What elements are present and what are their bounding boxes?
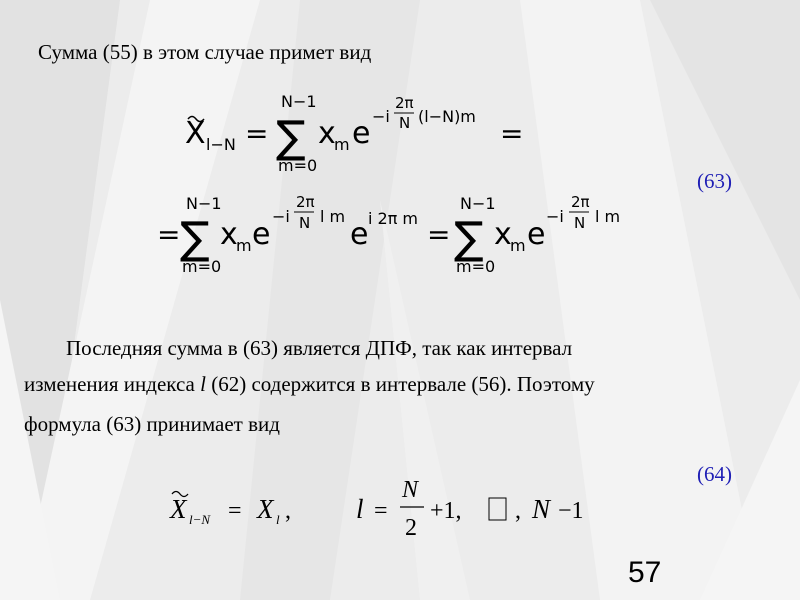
- svg-text:l m: l m: [320, 207, 346, 226]
- svg-text:∑: ∑: [454, 213, 484, 264]
- svg-text:−i: −i: [372, 107, 390, 126]
- svg-text:=: =: [500, 117, 524, 150]
- svg-text:m=0: m=0: [456, 257, 496, 276]
- svg-text:2π: 2π: [395, 94, 414, 112]
- svg-text:x: x: [494, 217, 512, 252]
- svg-text:l: l: [356, 494, 364, 524]
- paragraph-line-2-start: изменения индекса: [24, 372, 201, 396]
- svg-text:l: l: [276, 512, 280, 527]
- intro-line: Сумма (55) в этом случае примет вид: [38, 40, 372, 64]
- svg-text:=: =: [228, 498, 242, 524]
- index-variable: l: [200, 372, 206, 396]
- paragraph-line-3: формула (63) принимает вид: [24, 412, 280, 436]
- svg-text:=: =: [427, 218, 451, 251]
- svg-text:e: e: [252, 217, 271, 252]
- svg-text:X: X: [170, 494, 187, 524]
- svg-text:i 2π m: i 2π m: [368, 209, 419, 228]
- svg-text:e: e: [352, 116, 371, 151]
- svg-text:l m: l m: [595, 207, 621, 226]
- svg-text:m=0: m=0: [182, 257, 222, 276]
- svg-text:l−N: l−N: [206, 135, 236, 154]
- svg-text:(l−N)m: (l−N)m: [418, 107, 476, 126]
- svg-text:,: ,: [515, 498, 521, 524]
- svg-text:e: e: [350, 217, 369, 252]
- svg-text:N: N: [399, 114, 411, 132]
- svg-text:−i: −i: [272, 207, 290, 226]
- svg-text:X: X: [257, 494, 274, 524]
- svg-text:−1: −1: [558, 498, 584, 524]
- svg-text:=: =: [245, 117, 269, 150]
- svg-text:x: x: [220, 217, 238, 252]
- svg-text:X: X: [185, 116, 206, 151]
- svg-text:+1,: +1,: [430, 498, 462, 524]
- svg-text:m: m: [334, 135, 350, 154]
- svg-text:,: ,: [285, 498, 291, 524]
- svg-text:N−1: N−1: [186, 194, 222, 213]
- svg-text:2π: 2π: [571, 193, 590, 211]
- svg-text:N: N: [574, 214, 586, 232]
- svg-text:N: N: [402, 477, 419, 503]
- page-number: 57: [628, 556, 662, 589]
- svg-text:∑: ∑: [180, 213, 210, 264]
- svg-text:m: m: [236, 236, 252, 255]
- svg-text:=: =: [374, 498, 388, 524]
- svg-text:N−1: N−1: [460, 194, 496, 213]
- equation-number-64: (64): [697, 462, 732, 486]
- paragraph-line-2-end: (62) содержится в интервале (56). Поэтому: [205, 372, 595, 396]
- svg-text:N−1: N−1: [281, 92, 317, 111]
- svg-text:2π: 2π: [296, 193, 315, 211]
- svg-text:l−N: l−N: [189, 512, 211, 527]
- svg-text:=: =: [157, 218, 181, 251]
- svg-text:m=0: m=0: [278, 156, 318, 175]
- svg-text:N: N: [299, 214, 311, 232]
- svg-text:N: N: [532, 494, 551, 524]
- svg-text:−i: −i: [546, 207, 564, 226]
- paragraph-line-1: Последняя сумма в (63) является ДПФ, так как интервал: [66, 336, 573, 360]
- svg-text:e: e: [527, 217, 546, 252]
- svg-text:∑: ∑: [276, 112, 306, 163]
- equation-number-63: (63): [697, 169, 732, 193]
- svg-text:2: 2: [405, 515, 417, 541]
- svg-text:x: x: [318, 116, 336, 151]
- svg-text:m: m: [510, 236, 526, 255]
